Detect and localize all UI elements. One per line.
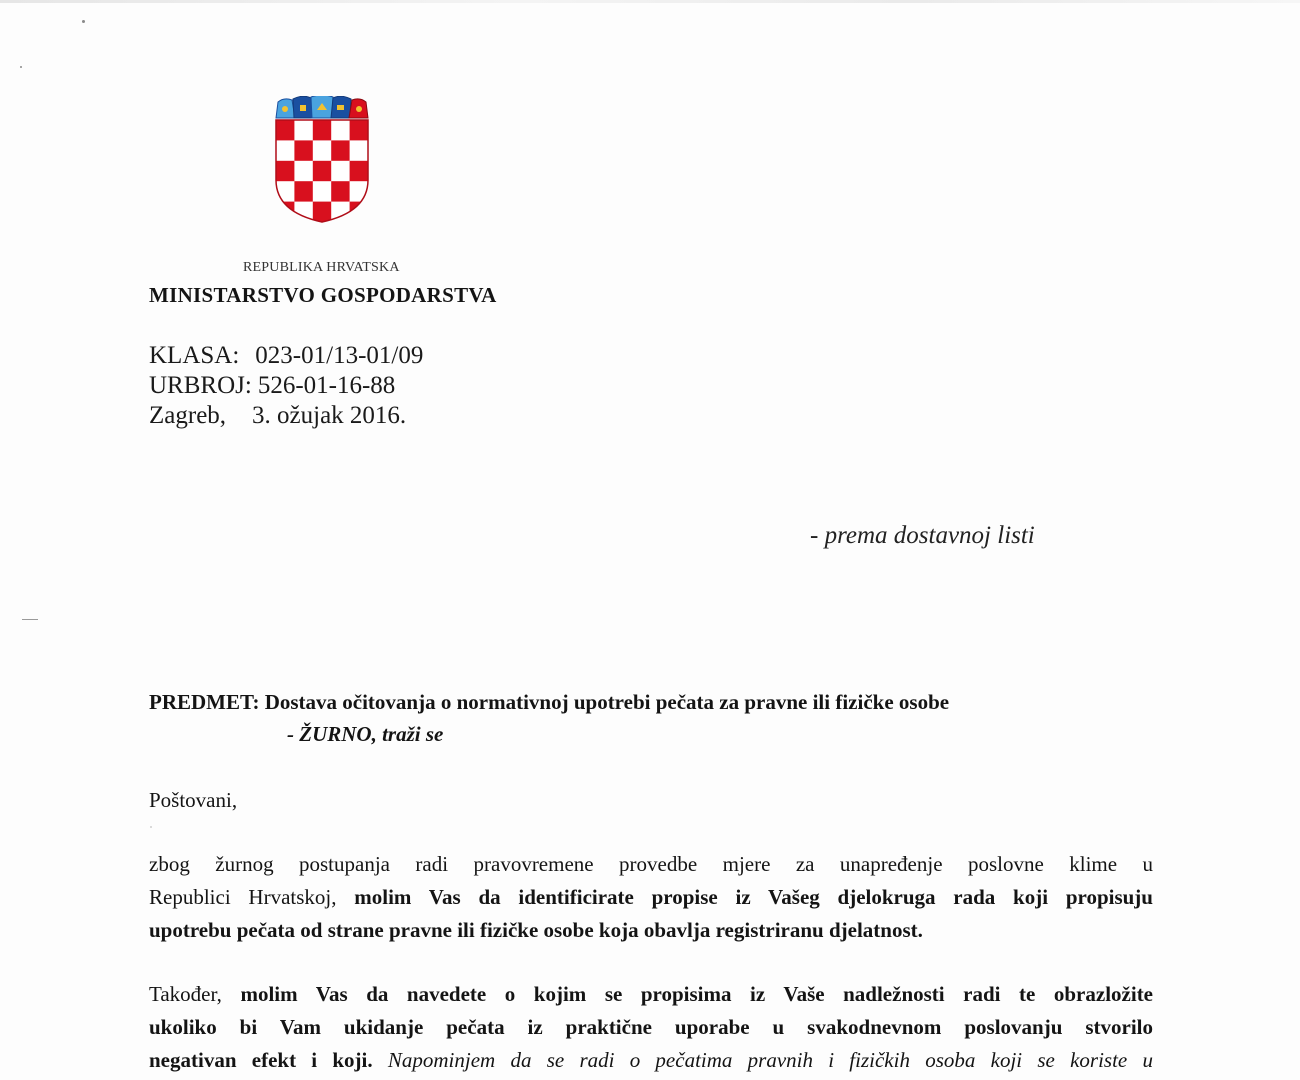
checker-square — [331, 181, 349, 201]
urbroj-line — [149, 371, 395, 401]
bold-run: ukoliko bi Vam ukidanje pečata iz praktične uporabe u svakodnevnom poslovanju stvorilo — [149, 1015, 1153, 1039]
greeting: Poštovani, — [149, 788, 238, 812]
ministry-name: MINISTARSTVO GOSPODARSTVA — [149, 283, 497, 307]
scan-speck — [20, 66, 22, 68]
checker-square — [294, 140, 312, 160]
klasa-line — [149, 341, 423, 371]
text-run: Republici Hrvatskoj, — [149, 885, 355, 909]
bold-run: negativan efekt i koji. — [149, 1048, 373, 1072]
checker-square — [294, 181, 312, 201]
scan-speck — [150, 826, 152, 828]
paragraph-1 — [149, 848, 1153, 947]
paragraph-line — [149, 1011, 1153, 1044]
klasa-value: 023-01/13-01/09 — [255, 342, 424, 369]
scan-edge-shadow — [0, 0, 1300, 3]
subject-label: PREDMET: — [149, 690, 260, 714]
paragraph-line — [149, 978, 1153, 1011]
fold-mark — [22, 619, 38, 620]
paragraph-line — [149, 1044, 1153, 1077]
text-run: Također, — [149, 982, 241, 1006]
croatian-coat-of-arms-icon — [273, 96, 371, 224]
date: 3. ožujak 2016. — [252, 402, 407, 429]
checker-square — [276, 120, 294, 140]
checker-square — [350, 161, 368, 181]
bold-run: molim Vas da navedete o kojim se propisima iz Vaše nadležnosti radi te obrazložite — [240, 982, 1154, 1006]
italic-run: Napominjem da se radi o pečatima pravnih i fizičkih osoba koji se koriste u — [372, 1048, 1153, 1072]
checker-square — [313, 202, 331, 222]
checker-square — [313, 120, 331, 140]
recipient-line: - prema dostavnoj listi — [810, 522, 1035, 549]
subject-text: Dostava očitovanja o normativnoj upotrebi pečata za pravne ili fizičke osobe — [264, 690, 950, 714]
subject-line — [149, 690, 949, 715]
bold-run: upotrebu pečata od strane pravne ili fizičke osobe koja obavlja registriranu djelatnost. — [149, 918, 923, 942]
subject-urgent: - ŽURNO, traži se — [287, 722, 444, 746]
paragraph-line — [149, 881, 1153, 914]
paragraph-2 — [149, 978, 1153, 1077]
urbroj-value: 526-01-16-88 — [257, 372, 396, 399]
text-run: zbog žurnog postupanja radi pravovremene provedbe mjere za unapređenje poslovne klime u — [149, 852, 1153, 876]
checker-square — [331, 140, 349, 160]
bold-run: molim Vas da identificirate propise iz Vašeg djelokruga rada koji propisuju — [354, 885, 1153, 909]
klasa-label: KLASA: — [149, 342, 240, 369]
checker-square — [350, 120, 368, 140]
republic-label: REPUBLIKA HRVATSKA — [243, 260, 400, 275]
urbroj-label: URBROJ: — [149, 372, 252, 399]
place: Zagreb, — [149, 402, 227, 429]
paragraph-line — [149, 914, 1153, 947]
date-line — [149, 401, 406, 431]
paragraph-line — [149, 848, 1153, 881]
scan-speck — [82, 20, 85, 23]
checker-square — [313, 161, 331, 181]
crown — [276, 96, 368, 118]
checker-square — [276, 161, 294, 181]
